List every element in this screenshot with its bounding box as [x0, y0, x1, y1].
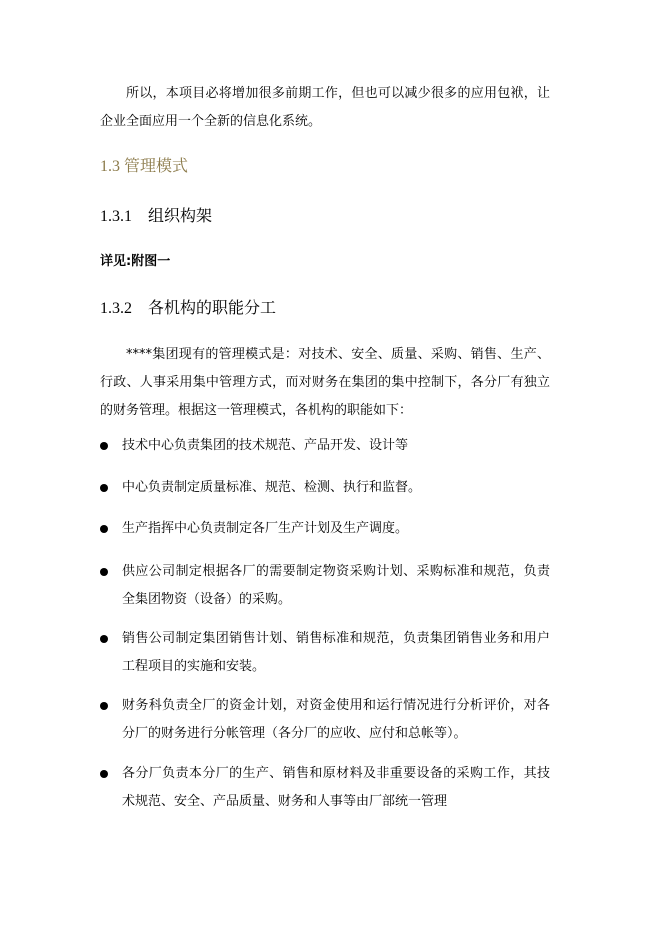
section-number: 1.3.2 — [100, 300, 132, 317]
section-title: 管理模式 — [124, 156, 189, 175]
list-item — [100, 558, 550, 614]
list-item-text: 财务科负责全厂的资金计划，对资金使用和运行情况进行分析评价，对各分厂的财务进行分帐管理（各分厂的应收、应付和总帐等）。 — [122, 698, 550, 741]
list-item — [100, 760, 550, 816]
list-item — [100, 692, 550, 748]
section-heading-1-3 — [100, 155, 188, 178]
bullet-icon — [100, 442, 108, 450]
body-paragraph: ****集团现有的管理模式是：对技术、安全、质量、采购、销售、生产、行政、人事采用集中管理方式，而对财务在集团的集中控制下，各分厂有独立的财务管理。根据这一管理模式，各机构的职能如下： — [100, 347, 550, 418]
section-title: 各机构的职能分工 — [148, 298, 277, 317]
bullet-icon — [100, 484, 108, 492]
list-item-text: 各分厂负责本分厂的生产、销售和原材料及非重要设备的采购工作，其技术规范、安全、产品质量、财务和人事等由厂部统一管理 — [122, 766, 550, 809]
list-item-text: 供应公司制定根据各厂的需要制定物资采购计划、采购标准和规范，负责全集团物资（设备）的采购。 — [122, 564, 550, 607]
bullet-icon — [100, 635, 108, 643]
list-item-text: 中心负责制定质量标准、规范、检测、执行和监督。 — [122, 480, 422, 495]
list-item-text: 销售公司制定集团销售计划、销售标准和规范，负责集团销售业务和用户工程项目的实施和安装。 — [122, 631, 550, 674]
section-number: 1.3 — [100, 158, 120, 175]
list-item — [100, 625, 550, 681]
list-item-text: 技术中心负责集团的技术规范、产品开发、设计等 — [122, 438, 409, 453]
bullet-icon — [100, 770, 108, 778]
bullet-icon — [100, 702, 108, 710]
section-number: 1.3.1 — [100, 208, 132, 225]
list-item — [100, 432, 550, 460]
bullet-icon — [100, 525, 108, 533]
list-item — [100, 474, 550, 502]
section-heading-1-3-1 — [100, 205, 212, 228]
detail-reference: 详见:附图一 — [100, 254, 171, 269]
list-item-text: 生产指挥中心负责制定各厂生产计划及生产调度。 — [122, 521, 409, 536]
intro-paragraph: 所以，本项目必将增加很多前期工作，但也可以减少很多的应用包袱，让企业全面应用一个全新的信息化系统。 — [100, 86, 550, 129]
bullet-icon — [100, 568, 108, 576]
section-title: 组织构架 — [148, 206, 213, 225]
list-item — [100, 515, 550, 543]
section-heading-1-3-2 — [100, 297, 276, 320]
